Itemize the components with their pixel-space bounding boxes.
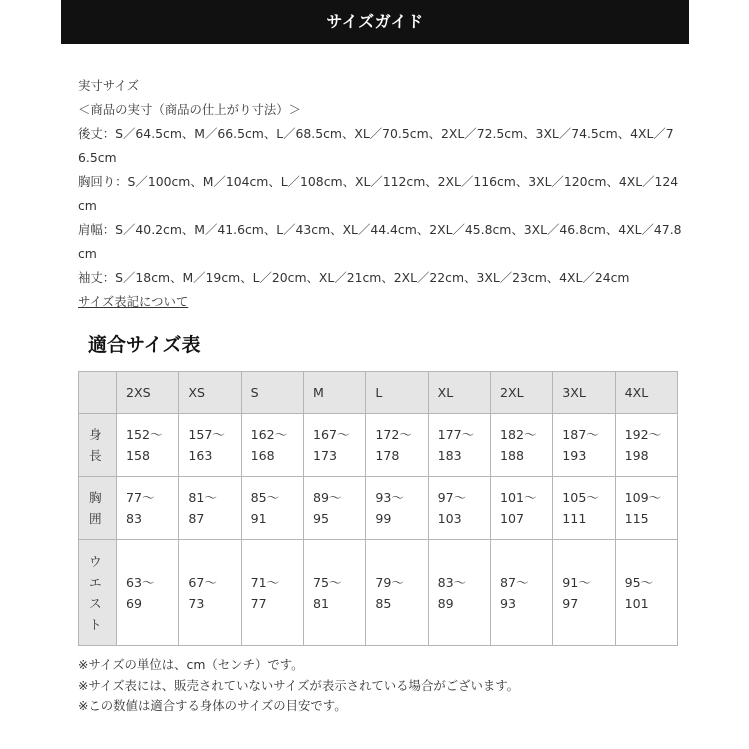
table-cell: 162～ 168 (241, 414, 303, 477)
row-label-height (79, 414, 117, 477)
table-cell: 91～ 97 (553, 540, 615, 646)
table-cell: 172～ 178 (366, 414, 428, 477)
row-label-char: 囲 (89, 511, 102, 526)
table-cell: 101～ 107 (490, 477, 552, 540)
row-label-char: 身 (89, 427, 102, 442)
table-cell: 87～ 93 (490, 540, 552, 646)
table-cell: 182～ 188 (490, 414, 552, 477)
actual-size-heading: 実寸サイズ (78, 78, 139, 93)
table-header-row (79, 372, 678, 414)
column-header: XS (179, 372, 241, 414)
spec-back-length: 後丈：S／64.5cm、M／66.5cm、L／68.5cm、XL／70.5cm、2XL／72.5cm、3XL／74.5cm、4XL／76.5cm (78, 126, 674, 165)
table-cell: 95～ 101 (615, 540, 677, 646)
size-notation-link[interactable]: サイズ表記について (78, 294, 189, 309)
table-cell: 93～ 99 (366, 477, 428, 540)
note-body-size-guide: ※この数値は適合する身体のサイズの目安です。 (78, 698, 347, 713)
table-cell: 85～ 91 (241, 477, 303, 540)
column-header: M (303, 372, 365, 414)
table-cell: 67～ 73 (179, 540, 241, 646)
table-row-height (79, 414, 678, 477)
row-label-char: ト (89, 616, 102, 632)
table-corner-cell (79, 372, 117, 414)
column-header: 2XS (117, 372, 179, 414)
table-cell: 97～ 103 (428, 477, 490, 540)
table-cell: 81～ 87 (179, 477, 241, 540)
table-row-chest (79, 477, 678, 540)
actual-size-subheading: ＜商品の実寸（商品の仕上がり寸法）＞ (78, 102, 302, 117)
spec-sleeve-length: 袖丈：S／18cm、M／19cm、L／20cm、XL／21cm、2XL／22cm、3XL／23cm、4XL／24cm (78, 270, 630, 285)
table-cell: 77～ 83 (117, 477, 179, 540)
column-header: L (366, 372, 428, 414)
note-unavailable-sizes: ※サイズ表には、販売されていないサイズが表示されている場合がございます。 (78, 677, 520, 693)
table-cell: 152～ 158 (117, 414, 179, 477)
row-label-char: 胸 (89, 490, 102, 505)
spec-chest: 胸回り：S／100cm、M／104cm、L／108cm、XL／112cm、2XL／116cm、3XL／120cm、4XL／124cm (78, 174, 679, 213)
fit-size-table (78, 371, 678, 646)
column-header: S (241, 372, 303, 414)
table-cell: 105～ 111 (553, 477, 615, 540)
table-cell: 83～ 89 (428, 540, 490, 646)
table-cell: 192～ 198 (615, 414, 677, 477)
column-header: XL (428, 372, 490, 414)
row-label-chest (79, 477, 117, 540)
column-header: 4XL (615, 372, 677, 414)
fit-size-table-title: 適合サイズ表 (88, 334, 201, 356)
table-row-waist (79, 540, 678, 646)
note-unit: ※サイズの単位は、cm（センチ）です。 (78, 657, 304, 672)
row-label-char: ウ (89, 553, 102, 569)
spec-shoulder-width: 肩幅：S／40.2cm、M／41.6cm、L／43cm、XL／44.4cm、2XL／45.8cm、3XL／46.8cm、4XL／47.8cm (78, 222, 682, 261)
row-label-char: 長 (89, 448, 102, 463)
table-cell: 71～ 77 (241, 540, 303, 646)
size-guide-title: サイズガイド (326, 11, 424, 31)
table-cell: 177～ 183 (428, 414, 490, 477)
table-cell: 109～ 115 (615, 477, 677, 540)
actual-measurements-section (78, 74, 683, 314)
table-cell: 63～ 69 (117, 540, 179, 646)
size-notes (78, 655, 519, 717)
column-header: 2XL (490, 372, 552, 414)
table-cell: 167～ 173 (303, 414, 365, 477)
size-guide-header (61, 0, 689, 44)
table-cell: 157～ 163 (179, 414, 241, 477)
column-header: 3XL (553, 372, 615, 414)
table-cell: 89～ 95 (303, 477, 365, 540)
row-label-char: ス (89, 595, 102, 611)
table-cell: 187～ 193 (553, 414, 615, 477)
table-cell: 75～ 81 (303, 540, 365, 646)
table-cell: 79～ 85 (366, 540, 428, 646)
row-label-waist (79, 540, 117, 646)
row-label-char: エ (89, 574, 102, 590)
